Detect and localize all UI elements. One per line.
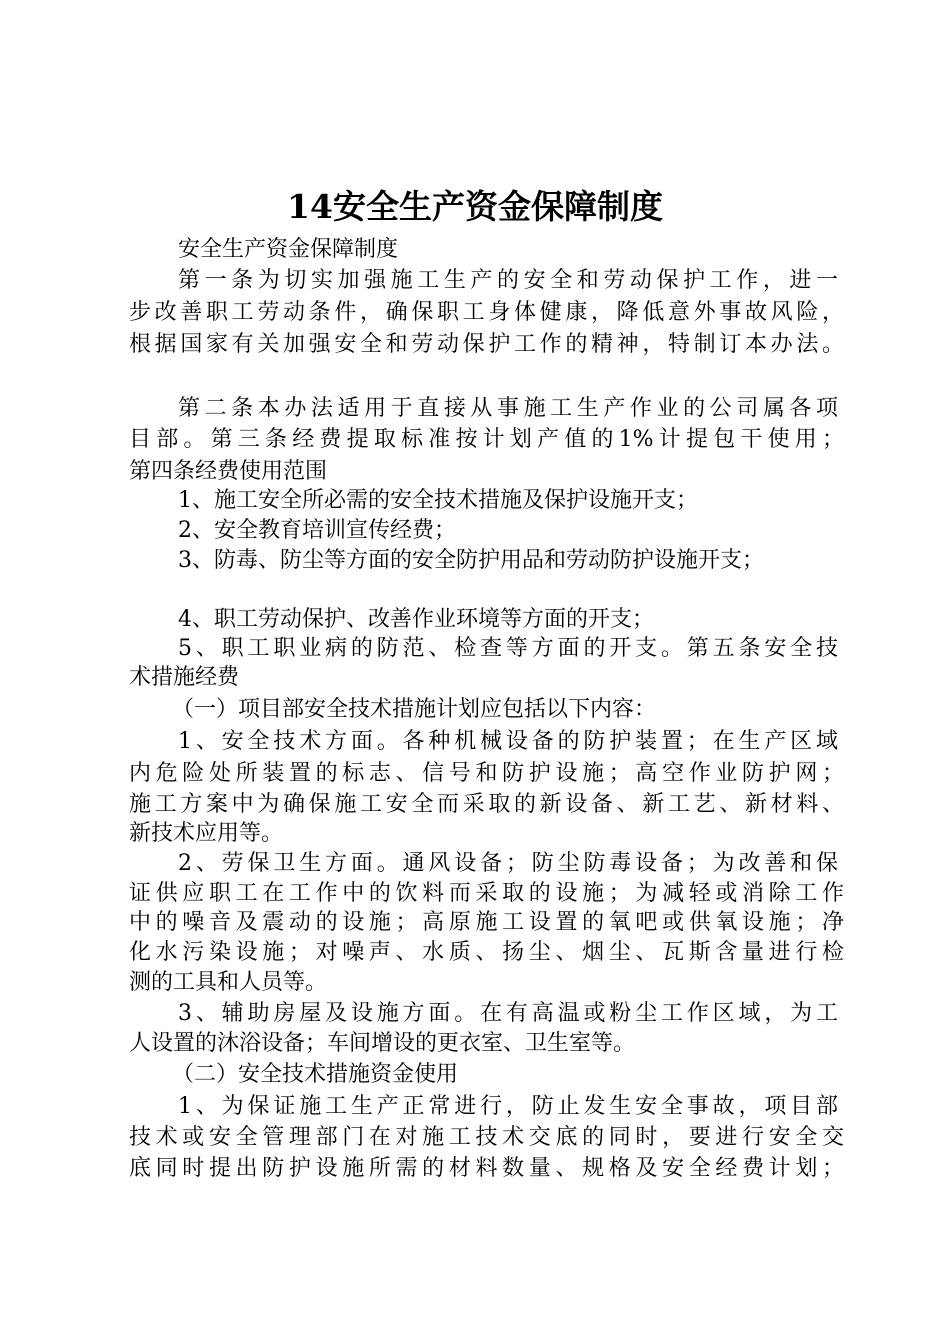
- text-line: 第一条为切实加强施工生产的安全和劳动保护工作，进一: [178, 268, 838, 293]
- text-line: 底同时提出防护设施所需的材料数量、规格及安全经费计划；: [129, 1156, 844, 1181]
- list-item: 2、安全教育培训宣传经费；: [178, 518, 456, 543]
- text-line: 测的工具和人员等。: [129, 970, 328, 995]
- text-line: 技术或安全管理部门在对施工技术交底的同时，要进行安全交: [129, 1125, 844, 1150]
- text-line: 中的噪音及震动的设施；高原施工设置的氧吧或供氧设施；净: [129, 910, 844, 935]
- list-item: 2、劳保卫生方面。通风设备；防尘防毒设备；为改善和保: [178, 851, 838, 876]
- subtitle-line: 安全生产资金保障制度: [178, 237, 399, 262]
- text-line: 第二条本办法适用于直接从事施工生产作业的公司属各项: [178, 396, 838, 421]
- list-item: 1、安全技术方面。各种机械设备的防护装置；在生产区域: [178, 729, 838, 754]
- text-line: 化水污染设施；对噪声、水质、扬尘、烟尘、瓦斯含量进行检: [129, 940, 844, 965]
- list-item: 1、为保证施工生产正常进行，防止发生安全事故，项目部: [178, 1094, 838, 1119]
- list-item: 4、职工劳动保护、改善作业环境等方面的开支；: [178, 607, 654, 632]
- text-line: 新技术应用等。: [129, 821, 284, 846]
- text-line: 施工方案中为确保施工安全而采取的新设备、新工艺、新材料、: [129, 792, 844, 817]
- text-line: 术措施经费: [129, 665, 240, 690]
- text-line: 证供应职工在工作中的饮料而采取的设施；为减轻或消除工作: [129, 881, 844, 906]
- list-item: 5、职工职业病的防范、检查等方面的开支。第五条安全技: [178, 636, 838, 661]
- section-heading: （一）项目部安全技术措施计划应包括以下内容：: [172, 697, 657, 722]
- text-line: 第四条经费使用范围: [129, 459, 328, 484]
- text-line: 目部。第三条经费提取标准按计划产值的1%计提包干使用；: [129, 427, 844, 452]
- text-line: 步改善职工劳动条件，确保职工身体健康，降低意外事故风险，: [129, 300, 844, 325]
- text-line: 根据国家有关加强安全和劳动保护工作的精神，特制订本办法。: [129, 332, 844, 357]
- section-heading: （二）安全技术措施资金使用: [172, 1062, 459, 1087]
- list-item: 3、辅助房屋及设施方面。在有高温或粉尘工作区域，为工: [178, 1001, 838, 1026]
- text-line: 内危险处所装置的标志、信号和防护设施；高空作业防护网；: [129, 761, 844, 786]
- list-item: 1、施工安全所必需的安全技术措施及保护设施开支；: [178, 488, 698, 513]
- list-item: 3、防毒、防尘等方面的安全防护用品和劳动防护设施开支；: [178, 548, 764, 573]
- text-line: 人设置的沐浴设备；车间增设的更衣室、卫生室等。: [129, 1031, 636, 1056]
- document-title: 14安全生产资金保障制度: [287, 187, 663, 226]
